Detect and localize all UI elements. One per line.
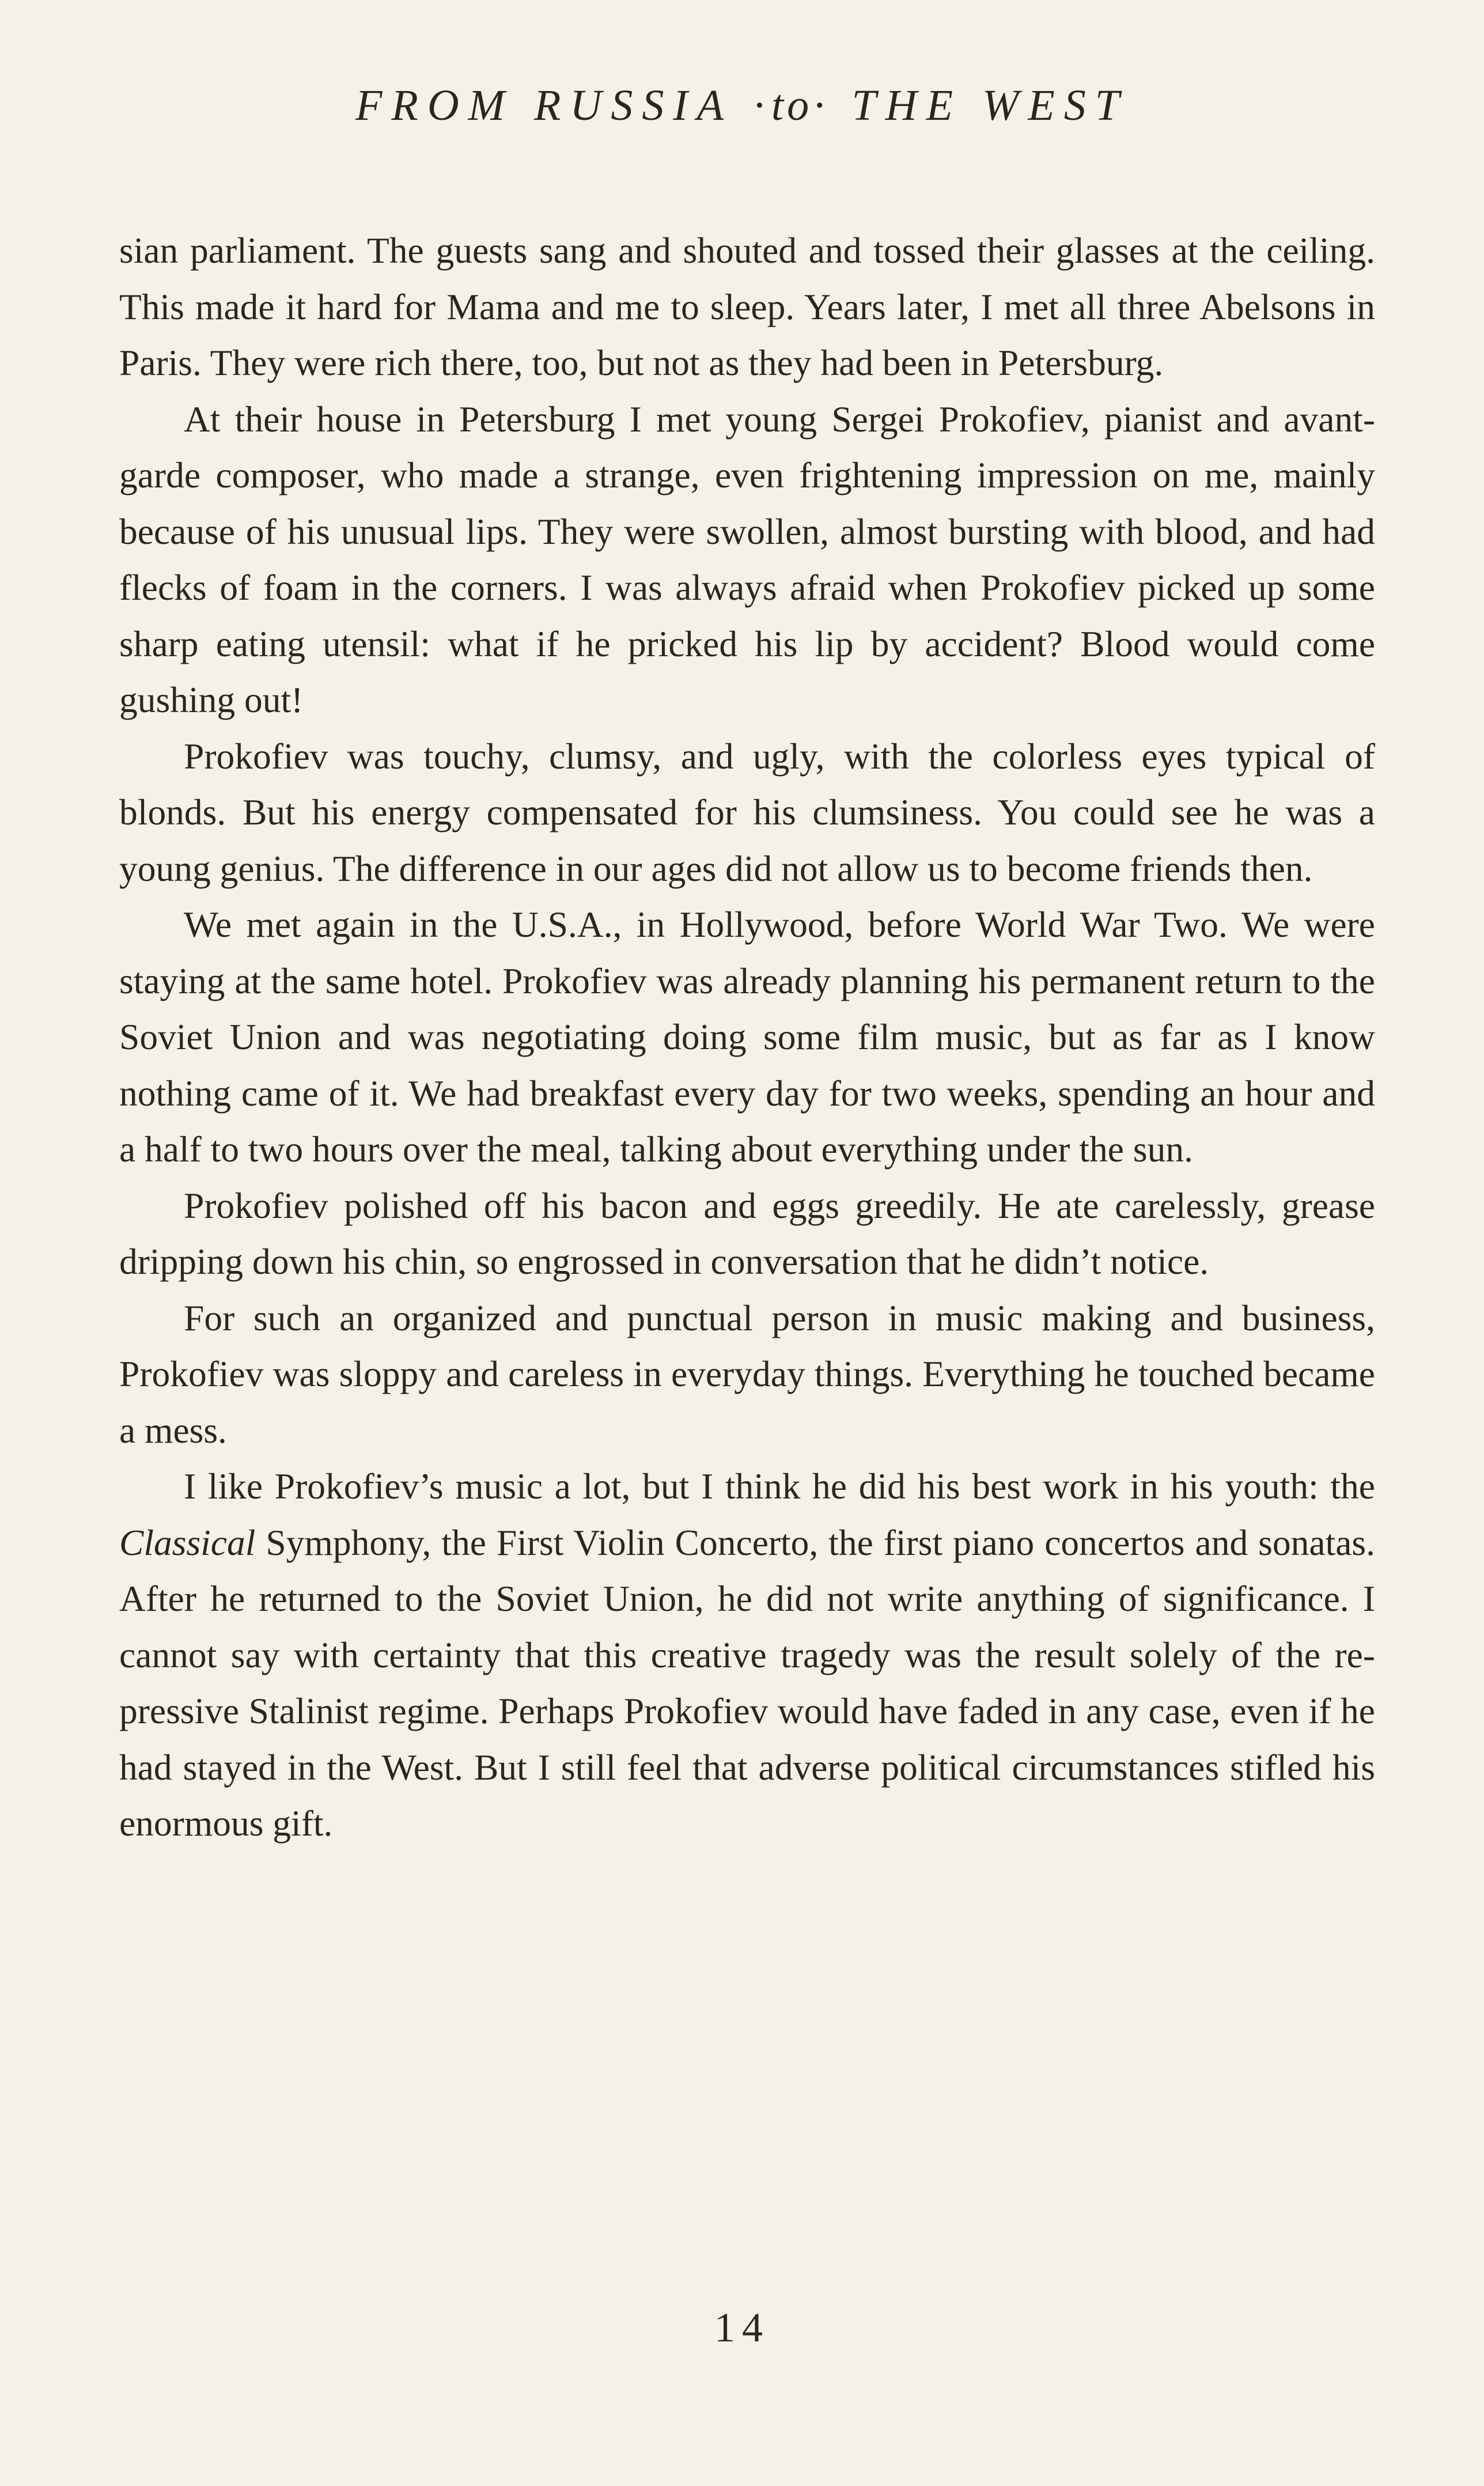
text-run: I like Prokofiev’s music a lot, but I think he did his best work in his youth: the (184, 1466, 1375, 1507)
italic-title: Classical (119, 1522, 256, 1563)
running-head (0, 74, 1484, 137)
page-number: 14 (714, 2305, 770, 2351)
body-text (119, 222, 1375, 1852)
paragraph: Prokofiev was touchy, clumsy, and ugly, with the colorless eyes typical of blonds. But his energy compensated for his clumsiness. You could see he was a young genius. The difference in our ages did not allow us to become friends then. (119, 735, 1375, 889)
text-run: Symphony, the First Violin Concerto, the first piano concertos and sonatas. After he returned to the Soviet Union, he did not write anything of significance. I cannot say with certainty that this creative tragedy was the result solely of the repressive Stalinist regime. Perhaps Prokofiev would have faded in any case, even if he had stayed in the West. But I still feel that adverse political circumstances stifled his enormous gift. (119, 1522, 1375, 1844)
paragraph: We met again in the U.S.A., in Hollywood, before World War Two. We were staying at the same hotel. Prokofiev was already planning his permanent return to the Soviet Union and was negotiating doing some film music, but as far as I know nothing came of it. We had breakfast every day for two weeks, spending an hour and a half to two hours over the meal, talking about everything under the sun. (119, 904, 1375, 1170)
running-head-part-3: THE WEST (851, 81, 1129, 130)
paragraph-continued: sian parliament. The guests sang and shouted and tossed their glasses at the ceiling. This made it hard for Mama and me to sleep. Years later, I met all three Abelsons in Paris. They were rich there, too, but not as they had been in Petersburg. (119, 230, 1375, 383)
paragraph: At their house in Petersburg I met young Sergei Prokofiev, pianist and avant-garde composer, who made a strange, even frightening impression on me, mainly because of his unusual lips. They were swollen, almost bursting with blood, and had flecks of foam in the corners. I was always afraid when Prokofiev picked up some sharp eating utensil: what if he pricked his lip by accident? Blood would come gushing out! (119, 398, 1375, 720)
running-head-part-2: to (771, 81, 813, 130)
running-head-part-1: FROM RUSSIA (355, 81, 732, 130)
running-head-separator-2: · (812, 81, 832, 130)
paragraph: For such an organized and punctual person in music making and business, Prokofiev was sloppy and careless in everyday things. Everything he touched became a mess. (119, 1297, 1375, 1451)
paragraph-last (119, 1458, 1375, 1852)
paragraph: Prokofiev polished off his bacon and eggs greedily. He ate carelessly, grease dripping down his chin, so engrossed in conversation that he didn’t notice. (119, 1185, 1375, 1282)
running-head-separator-1: · (752, 81, 771, 130)
